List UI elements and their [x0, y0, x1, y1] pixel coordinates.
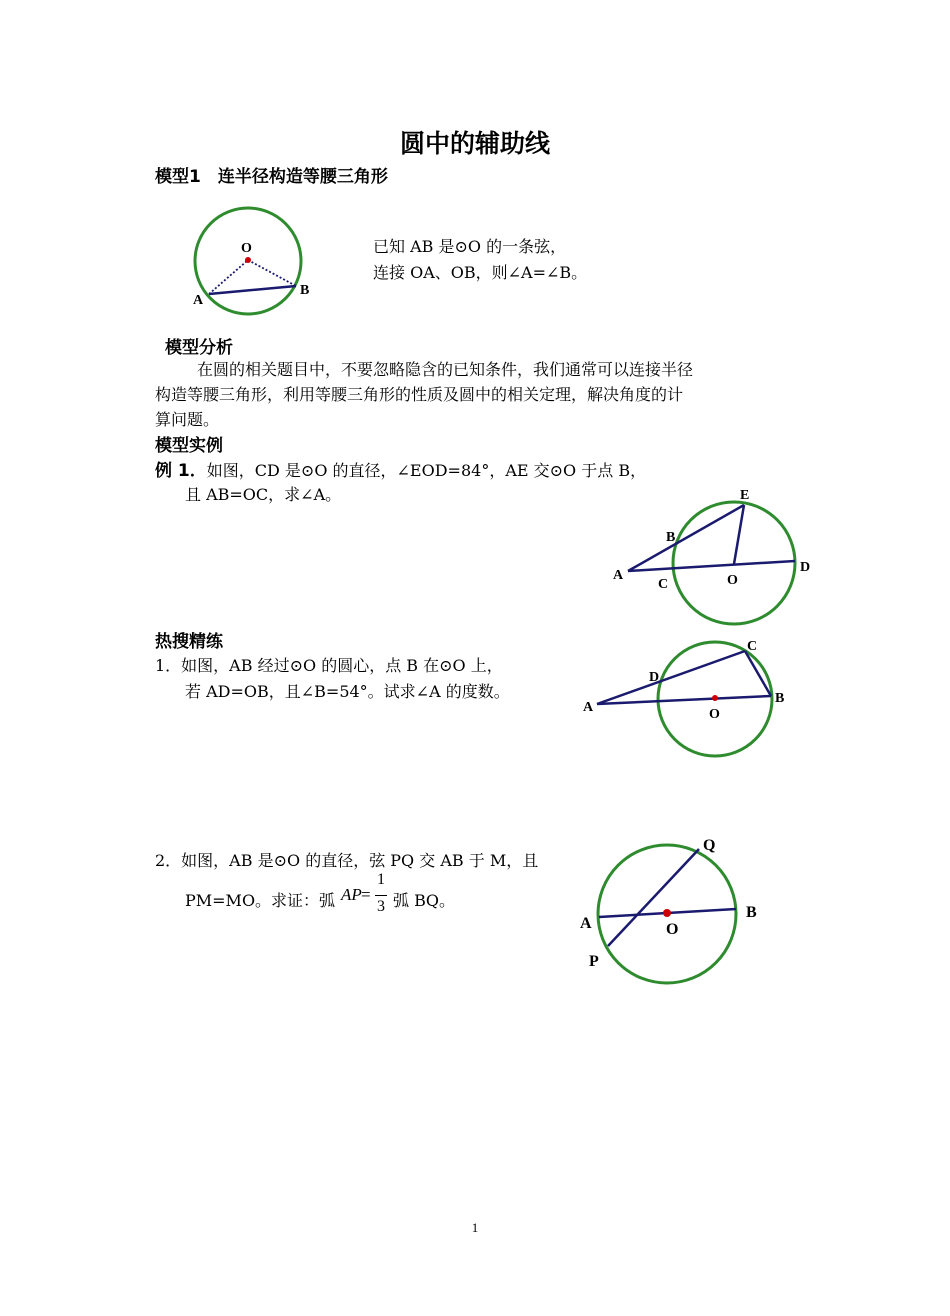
practice-q2-line2b: 弧 BQ。 [393, 891, 455, 910]
model1-label-a: A [193, 293, 204, 308]
q2-label-o: O [666, 921, 679, 938]
example-text1: 如图，CD 是⊙O 的直径，∠EOD=84°，AE 交⊙O 于点 B， [206, 461, 647, 480]
q1-line-ab [597, 696, 771, 704]
model1-label-o: O [241, 241, 252, 256]
example-label-e: E [740, 488, 750, 503]
q2-label-p: P [589, 953, 599, 970]
q1-figure [580, 630, 800, 770]
example-label-c: C [658, 577, 669, 592]
practice-q2-line1: 2．如图，AB 是⊙O 的直径，弦 PQ 交 AB 于 M，且 [155, 851, 539, 870]
analysis-heading: 模型分析 [165, 338, 233, 358]
model1-radius-oa [209, 260, 248, 294]
practice-q2-line2a: PM=MO。求证：弧 [185, 891, 336, 910]
example-heading: 模型实例 [155, 436, 223, 456]
practice-heading: 热搜精练 [155, 632, 223, 652]
model1-desc-line2: 连接 OA、OB，则∠A=∠B。 [373, 263, 588, 282]
q2-frac-den: 3 [377, 898, 385, 915]
example-line2: 且 AB=OC，求∠A。 [185, 485, 342, 504]
q2-center-dot [663, 909, 671, 917]
page-number: 1 [471, 1220, 479, 1235]
example-line-oe [734, 505, 744, 564]
model1-heading: 模型1 连半径构造等腰三角形 [155, 167, 388, 187]
analysis-paragraph [155, 357, 785, 432]
q2-label-a: A [580, 915, 592, 932]
q1-label-o: O [709, 707, 720, 722]
example-label: 例 1． [155, 461, 207, 481]
q1-label-b: B [775, 691, 785, 706]
q1-line-ac [597, 651, 745, 704]
q1-label-a: A [583, 700, 594, 715]
page-title: 圆中的辅助线 [399, 129, 550, 158]
practice-q1-line2: 若 AD=OB，且∠B=54°。试求∠A 的度数。 [185, 682, 510, 701]
q1-center-dot [712, 695, 718, 701]
example-label-b: B [666, 530, 676, 545]
analysis-line2: 构造等腰三角形，利用等腰三角形的性质及圆中的相关定理，解决角度的计 [155, 385, 684, 404]
example-label-a: A [613, 568, 624, 583]
q1-label-d: D [649, 670, 660, 685]
q2-label-q: Q [703, 837, 716, 854]
q2-figure [572, 828, 782, 998]
practice-q1-line1: 1．如图，AB 经过⊙O 的圆心，点 B 在⊙O 上， [155, 656, 503, 675]
model1-radius-ob [248, 260, 296, 286]
q1-label-c: C [747, 639, 758, 654]
model1-label-b: B [300, 283, 310, 298]
model1-figure [180, 200, 320, 320]
analysis-line3: 算问题。 [155, 410, 220, 429]
q2-label-b: B [746, 904, 757, 921]
example-label-d: D [800, 560, 811, 575]
q2-math-ap: AP [341, 885, 362, 904]
example-line1 [155, 456, 646, 481]
q2-frac-bar [375, 895, 387, 896]
example-label-o: O [727, 573, 738, 588]
example-figure [608, 480, 818, 630]
model1-chord-ab [209, 286, 296, 294]
example-line-ad [628, 561, 795, 571]
example-line-ae [628, 505, 744, 571]
q2-frac-num: 1 [377, 871, 385, 888]
model1-center-dot [245, 257, 251, 263]
analysis-line1: 在圆的相关题目中，不要忽略隐含的已知条件，我们通常可以连接半径 [197, 360, 694, 379]
q2-math-eq: = [361, 885, 371, 904]
model1-desc-line1: 已知 AB 是⊙O 的一条弦， [373, 237, 567, 256]
